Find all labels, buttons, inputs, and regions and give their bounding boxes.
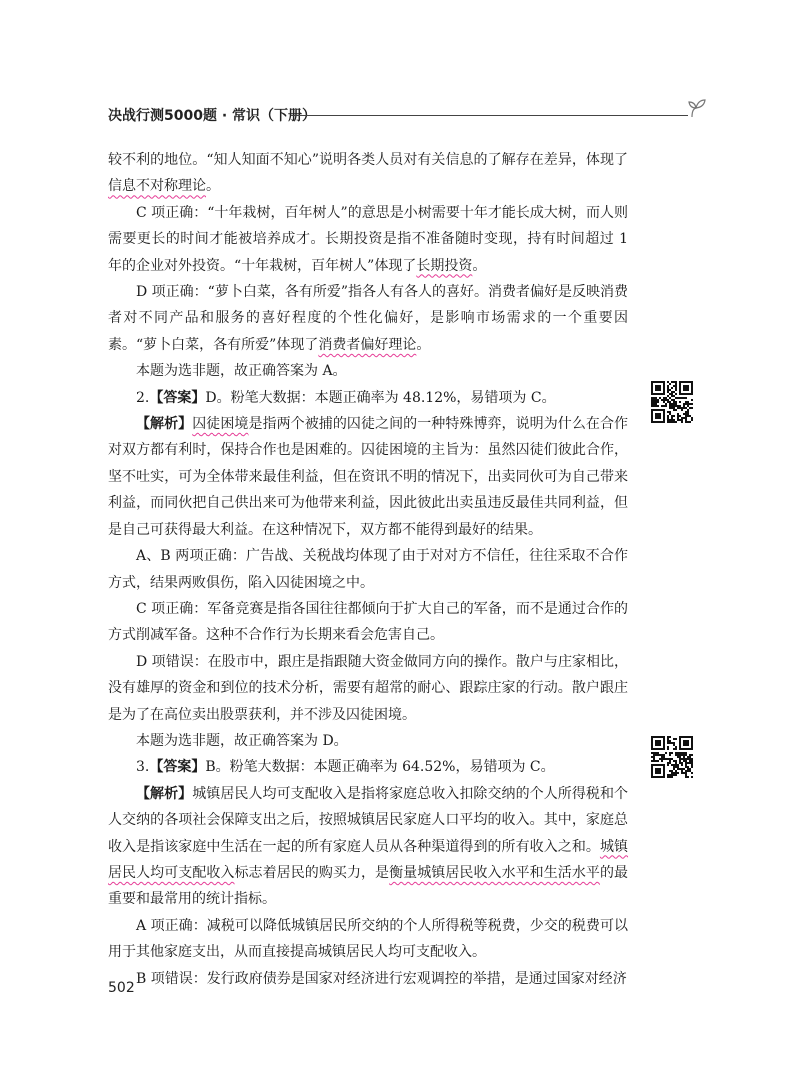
paragraph-option-d bbox=[108, 279, 628, 358]
running-header bbox=[108, 97, 708, 137]
text: D 项正确：“萝卜白菜，各有所爱”指各人有各人的喜好。消费者偏好是反映消费者对不同产品和服务的喜好程度的个性化偏好，是影响市场需求的一个重要因素。“萝卜白菜，各有所爱”体现了 bbox=[108, 284, 628, 353]
page-number: 502 bbox=[108, 980, 135, 996]
text: 是指两个被捕的囚徒之间的一种特殊博弈，说明为什么在合作对双方都有利时，保持合作也是困难的。囚徒困境的主旨为：虽然囚徒们彼此合作，坚不吐实，可为全体带来最佳利益，但在资讯不明的情况下，出卖同伙可为自己带来利益，而同伙把自己供出来可为他带来利益，因此彼此出卖虽违反最佳共同利益，但是自己可获得最大利益。在这种情况下，双方都不能得到最好的结果。 bbox=[108, 416, 629, 538]
paragraph-option-d-2: D 项错误：在股市中，跟庄是指跟随大资金做同方向的操作。散户与庄家相比，没有雄厚的资金和到位的技术分析，需要有超常的耐心、跟踪庄家的行动。散户跟庄是为了在高位卖出股票获利，并不涉及囚徒困境。 bbox=[108, 653, 628, 723]
qr-code-icon[interactable] bbox=[650, 735, 694, 779]
highlight-term: 城镇居民人均可支配收入 bbox=[108, 838, 629, 881]
analysis-3 bbox=[108, 781, 628, 913]
answer-text: D。粉笔大数据：本题正确率为 48.12%，易错项为 C。 bbox=[205, 389, 556, 406]
text: 城镇居民人均可支配收入是指将家庭总收入扣除交纳的个人所得税和个人交纳的各项社会保障支出之后，按照城镇居民家庭人口平均的收入。其中，家庭总收入是指该家庭中生活在一起的所有家庭人员从各种渠道得到的所有收入之和。 bbox=[108, 785, 629, 855]
analysis-2 bbox=[108, 411, 628, 543]
qr-code-icon[interactable] bbox=[650, 380, 694, 424]
highlight-term: 信息不对称理论 bbox=[108, 178, 206, 195]
book-title: 决战行测5000题 · 常识（下册） bbox=[108, 108, 317, 124]
answer-2 bbox=[108, 385, 628, 411]
conclusion-2: 本题为选非题，故正确答案为 D。 bbox=[136, 732, 348, 749]
conclusion-1: 本题为选非题，故正确答案为 A。 bbox=[136, 363, 347, 380]
answer-tag: 【答案】 bbox=[149, 389, 206, 406]
paragraph-option-c-2: C 项正确：军备竞赛是指各国往往都倾向于扩大自己的军备，而不是通过合作的方式削减军备。这种不合作行为长期来看会危害自己。 bbox=[108, 600, 628, 644]
paragraph-option-a-3: A 项正确：减税可以降低城镇居民所交纳的个人所得税等税费，少交的税费可以用于其他家庭支出，从而直接提高城镇居民人均可支配收入。 bbox=[108, 917, 628, 961]
text: 。 bbox=[206, 178, 220, 195]
page-content bbox=[108, 147, 628, 992]
text: C 项正确：“十年栽树，百年树人”的意思是小树需要十年才能长成大树，而人则需要更长的时间才能被培养成才。长期投资是指不准备随时变现，持有时间超过 1 年的企业对外投资。“十年栽树，百年树人”体现了 bbox=[108, 204, 628, 274]
question-number: 2. bbox=[136, 389, 150, 406]
paragraph-option-ab: A、B 两项正确：广告战、关税战均体现了由于对对方不信任，往往采取不合作方式，结果两败俱伤，陷入囚徒困境之中。 bbox=[108, 548, 628, 591]
answer-3 bbox=[108, 754, 628, 780]
sprout-icon bbox=[686, 97, 708, 119]
answer-text: B。粉笔大数据：本题正确率为 64.52%，易错项为 C。 bbox=[205, 759, 555, 776]
paragraph-option-b-3: B 项错误：发行政府债券是国家对经济进行宏观调控的举措，是通过国家对经济 bbox=[136, 970, 627, 987]
paragraph-1 bbox=[108, 147, 628, 200]
highlight-term: 长期投资 bbox=[416, 257, 473, 274]
question-number: 3. bbox=[136, 759, 150, 776]
highlight-term: 囚徒困境 bbox=[192, 416, 249, 433]
text: 。 bbox=[472, 257, 487, 274]
text: 。 bbox=[416, 336, 431, 353]
text: 较不利的地位。“知人知面不知心”说明各类人员对有关信息的了解存在差异，体现了 bbox=[108, 152, 628, 168]
analysis-tag: 【解析】 bbox=[136, 416, 193, 433]
paragraph-option-c bbox=[108, 200, 628, 279]
header-rule bbox=[291, 115, 688, 116]
analysis-tag: 【解析】 bbox=[136, 785, 193, 802]
answer-tag: 【答案】 bbox=[149, 759, 206, 776]
highlight-term: 衡量城镇居民收入水平和生活水平 bbox=[389, 864, 600, 881]
text: 的最重要和最常用的统计指标。 bbox=[108, 864, 629, 908]
text: 标志着居民的购买力，是 bbox=[234, 864, 390, 881]
highlight-term: 消费者偏好理论 bbox=[318, 336, 417, 353]
